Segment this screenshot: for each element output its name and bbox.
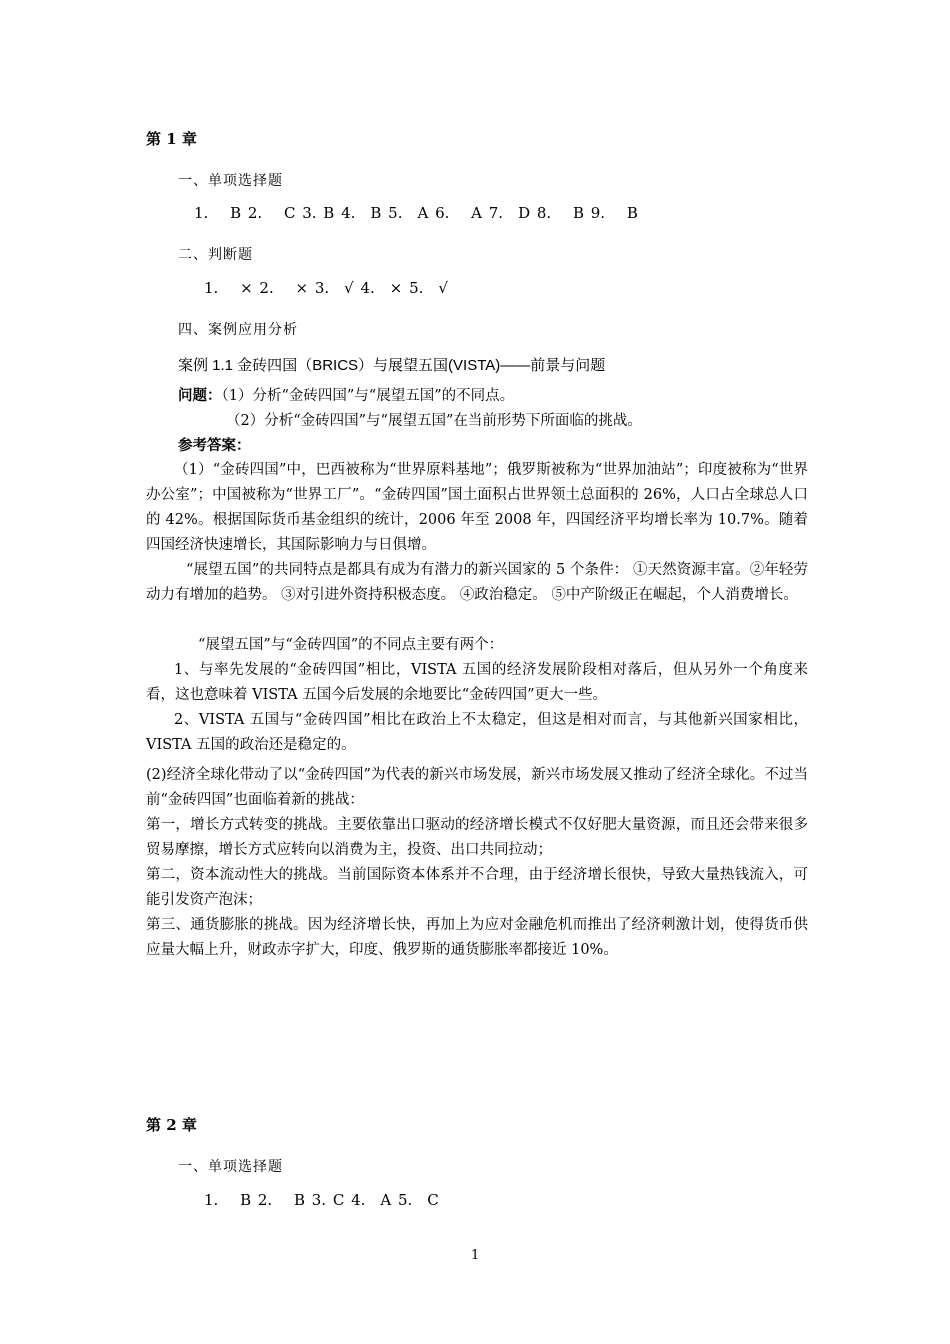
chapter-2-single-choice-answers: 1. B 2. B 3. C 4. A 5. C [204,1191,439,1209]
answer-paragraph-7: 第一，增长方式转变的挑战。主要依靠出口驱动的经济增长模式不仅好肥大量资源，而且还会带来很多贸易摩擦，增长方式应转向以消费为主，投资、出口共同拉动； [146,817,808,858]
chapter-2-title: 第 2 章 [146,1116,197,1134]
answer-paragraph-3: “展望五国”与“金砖四国”的不同点主要有两个： [198,637,504,653]
answer-paragraph-6: (2)经济全球化带动了以“金砖四国”为代表的新兴市场发展，新兴市场发展又推动了经济全球化。不过当前“金砖四国”也面临着新的挑战： [146,767,808,808]
question-2: （2）分析“金砖四国”与“展望五国”在当前形势下所面临的挑战。 [226,413,642,429]
question-line-1 [178,384,514,405]
answer-paragraph-8: 第二，资本流动性大的挑战。当前国际资本体系并不合理，由于经济增长很快，导致大量热钱流入，可能引发资产泡沫； [146,867,808,908]
answer-paragraph-9: 第三、通货膨胀的挑战。因为经济增长快，再加上为应对金融危机而推出了经济刺激计划，使得货币供应量大幅上升，财政赤字扩大，印度、俄罗斯的通货膨胀率都接近 10%。 [146,917,808,958]
section-case-analysis: 四、案例应用分析 [178,322,298,338]
section-true-false: 二、判断题 [178,247,253,263]
answer-label: 参考答案： [178,437,251,454]
answer-paragraph-5: 2、VISTA 五国与“金砖四国”相比在政治上不太稳定，但这是相对而言，与其他新兴国家相比，VISTA 五国的政治还是稳定的。 [146,712,808,753]
section-single-choice: 一、单项选择题 [178,173,283,189]
question-label: 问题： [178,387,222,404]
single-choice-answers: 1. B 2. C 3. B 4. B 5. A 6. A 7. D 8. B 9. B [194,204,638,222]
answer-paragraph-2: “展望五国”的共同特点是都具有成为有潜力的新兴国家的 5 个条件： ①天然资源丰富。②年轻劳动力有增加的趋势。 ③对引进外资持积极态度。 ④政治稳定。 ⑤中产阶级正在崛起，个人消费增长。 [146,562,808,603]
case-title: 案例 1.1 金砖四国（BRICS）与展望五国(VISTA)——前景与问题 [178,357,606,374]
answer-paragraph-1: （1）“金砖四国”中，巴西被称为“世界原料基地”；俄罗斯被称为“世界加油站”；印度被称为“世界办公室”；中国被称为“世界工厂”。“金砖四国”国土面积占世界领土总面积的 26%，人口占全球总人口的 42%。根据国际货币基金组织的统计，2006 年至 2008 年，四国经济平均增长率为 10.7%。随着四国经济快速增长，其国际影响力与日俱增。 [146,462,808,553]
question-1: （1）分析“金砖四国”与“展望五国”的不同点。 [221,388,515,404]
answer-paragraph-4: 1、与率先发展的“金砖四国”相比，VISTA 五国的经济发展阶段相对落后，但从另外一个角度来看，这也意味着 VISTA 五国今后发展的余地要比“金砖四国”更大一些。 [146,662,808,703]
chapter-1-title: 第 1 章 [146,130,197,148]
true-false-answers: 1. × 2. × 3. √ 4. × 5. √ [204,279,448,297]
chapter-2-section-single-choice: 一、单项选择题 [178,1159,283,1175]
page-number: 1 [471,1248,480,1263]
